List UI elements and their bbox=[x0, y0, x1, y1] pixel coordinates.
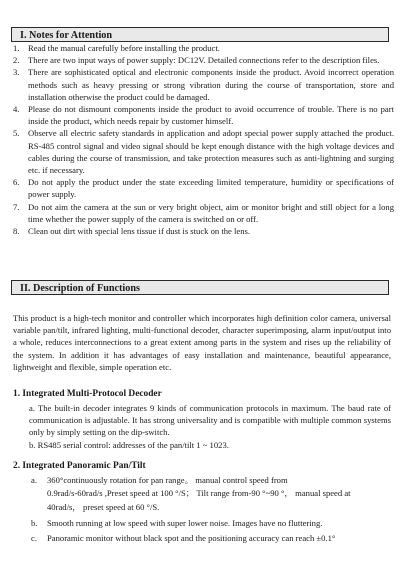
point-marker: b. bbox=[31, 517, 38, 528]
note-text: Please do not dismount components inside the product to avoid occurrence of trouble. There is no part inside the product, which needs repair by customer himself. bbox=[28, 104, 394, 127]
note-text: Observe all electric safety standards in application and adopt special power supply attached the product. RS-485 control signal and video signal should be kept enough distance with the high voltage devices and cables during the course of transmission, and take protection measures such as anti-lightning and surging etc. if necessary. bbox=[28, 128, 394, 176]
subheading-decoder: 1. Integrated Multi-Protocol Decoder bbox=[13, 389, 162, 399]
note-text: There are two input ways of power supply: DC12V. Detailed connections refer to the description files. bbox=[28, 55, 380, 66]
note-item bbox=[13, 127, 394, 176]
note-number: 7. bbox=[13, 201, 20, 212]
decoder-block bbox=[29, 402, 391, 451]
pan-tilt-block bbox=[31, 474, 391, 544]
note-item bbox=[13, 201, 394, 225]
section-heading-functions: II. Description of Functions bbox=[11, 280, 389, 295]
note-text: Clean out dirt with special lens tissue if dust is stuck on the lens. bbox=[28, 226, 250, 237]
pan-tilt-a-line: 0.9rad/s-60rad/s ,Preset speed at 100 °/S； Tilt range from-90 °~90 °， manual speed at bbox=[47, 488, 351, 499]
note-item bbox=[13, 54, 394, 66]
note-number: 6. bbox=[13, 177, 20, 188]
pan-tilt-point-c bbox=[31, 532, 391, 544]
section-heading-notes: I. Notes for Attention bbox=[11, 27, 389, 42]
functions-intro: This product is a high-tech monitor and controller which incorporates high definition color camera, universal variable pan/tilt, infrared lighting, multi-functional decoder, character superimposing, alarm input/output into a whole, reduces interconnections to a great extent among parts in the system and rises up the reliability of the system. In addition it has advantages of easy installation and maintenance, beautiful appearance, lightweight and flexible, simple operation etc. bbox=[13, 313, 391, 372]
pan-tilt-b-text: Smooth running at low speed with super lower noise. Images have no fluttering. bbox=[47, 517, 323, 528]
pan-tilt-a-line: 360°continuously rotation for pan range。 manual control speed from bbox=[47, 475, 288, 485]
note-item bbox=[13, 42, 394, 54]
note-number: 8. bbox=[13, 226, 20, 237]
note-text: Do not aim the camera at the sun or very bright object, aim or monitor bright and still object for a long time whether the power supply of the camera is switched on or off. bbox=[28, 201, 394, 224]
note-item bbox=[13, 103, 394, 127]
note-number: 1. bbox=[13, 43, 20, 53]
decoder-point-a: a. The built-in decoder integrates 9 kinds of communication protocols in maximum. The baud rate of communication is adjustable. It has strong universality and is compatible with multiple common systems only by simply setting on the dip-switch. bbox=[29, 403, 391, 438]
pan-tilt-a-line: 40rad/s， preset speed at 60 °/S. bbox=[47, 501, 160, 512]
note-item bbox=[13, 66, 394, 103]
note-text: There are sophisticated optical and electronic components inside the product. Avoid incorrect operation methods such as heavy pressing or strong vibration during the course of transportation, store and installation otherwise the product could be damaged. bbox=[28, 67, 394, 102]
point-marker: c. bbox=[31, 533, 37, 544]
note-text: Do not apply the product under the state exceeding limited temperature, humidity or specifications of power supply. bbox=[28, 177, 394, 200]
note-number: 5. bbox=[13, 128, 20, 139]
subheading-pan-tilt: 2. Integrated Panoramic Pan/Tilt bbox=[13, 461, 146, 471]
pan-tilt-point-a bbox=[31, 474, 391, 514]
note-number: 2. bbox=[13, 55, 20, 66]
note-item bbox=[13, 225, 394, 237]
note-number: 3. bbox=[13, 67, 20, 78]
decoder-point-b: b. RS485 serial control: addresses of the pan/tilt 1 ~ 1023. bbox=[29, 439, 229, 450]
note-text: Read the manual carefully before installing the product. bbox=[28, 43, 220, 53]
notes-list bbox=[13, 42, 394, 237]
note-number: 4. bbox=[13, 104, 20, 115]
pan-tilt-point-b bbox=[31, 517, 391, 529]
point-marker: a. bbox=[31, 475, 37, 485]
note-item bbox=[13, 176, 394, 200]
pan-tilt-c-text: Panoramic monitor without black spot and the positioning accuracy can reach ±0.1° bbox=[47, 533, 336, 544]
